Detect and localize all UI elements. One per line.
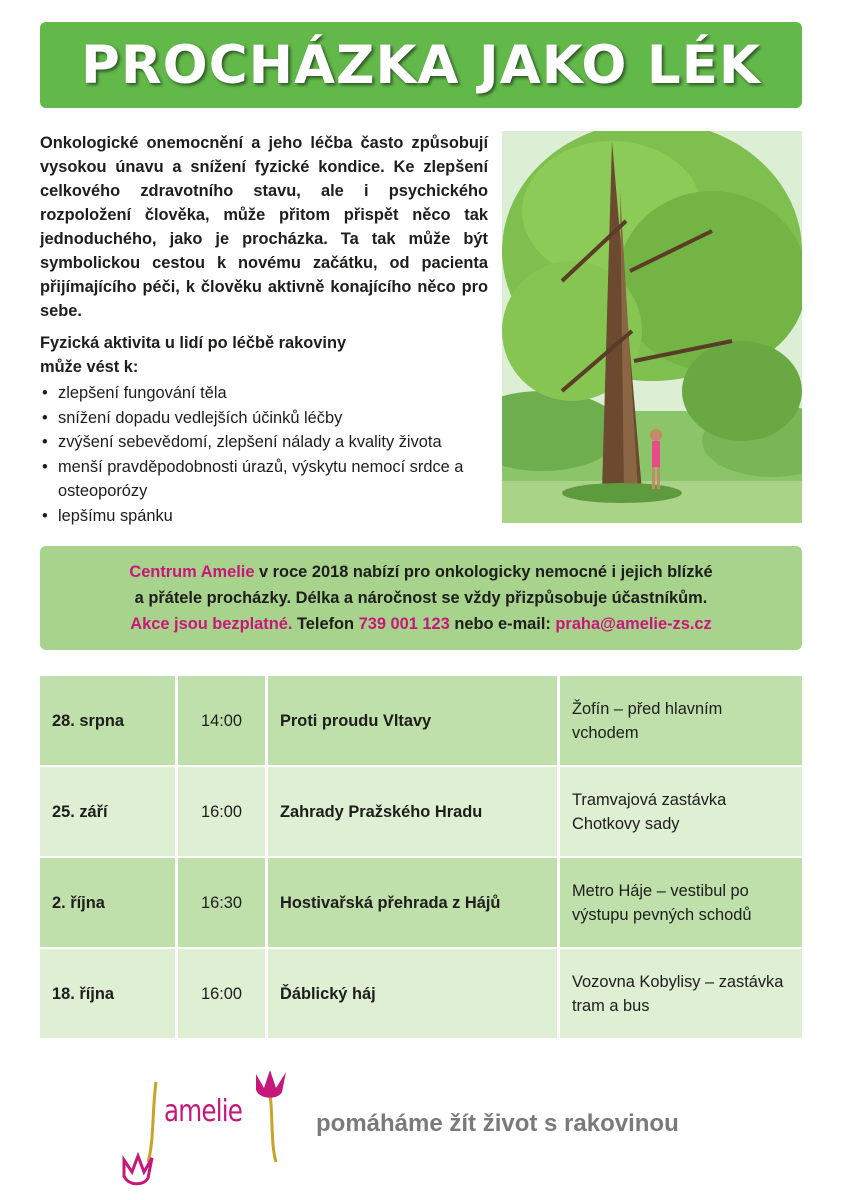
table-row bbox=[40, 949, 802, 1040]
event-time: 16:30 bbox=[178, 858, 268, 949]
info-line-1 bbox=[129, 559, 712, 585]
event-name: Ďáblický háj bbox=[268, 949, 560, 1040]
event-name: Zahrady Pražského Hradu bbox=[268, 767, 560, 858]
benefits-list bbox=[40, 381, 500, 528]
benefit-item: • snížení dopadu vedlejších účinků léčby bbox=[40, 406, 500, 431]
schedule-table bbox=[40, 676, 802, 1040]
event-time: 16:00 bbox=[178, 949, 268, 1040]
benefit-item: • zlepšení fungování těla bbox=[40, 381, 500, 406]
benefits-heading bbox=[40, 331, 488, 379]
phone-number[interactable]: 739 001 123 bbox=[358, 615, 450, 633]
event-name: Proti proudu Vltavy bbox=[268, 676, 560, 767]
event-date: 28. srpna bbox=[40, 676, 178, 767]
page-title: PROCHÁZKA JAKO LÉK bbox=[81, 34, 761, 96]
tagline: pomáháme žít život s rakovinou bbox=[316, 1110, 679, 1137]
benefit-item: • zvýšení sebevědomí, zlepšení nálady a kvality života bbox=[40, 430, 500, 455]
event-date: 25. září bbox=[40, 767, 178, 858]
org-name: Centrum Amelie bbox=[129, 563, 255, 581]
event-time: 14:00 bbox=[178, 676, 268, 767]
event-date: 18. října bbox=[40, 949, 178, 1040]
tree-illustration bbox=[502, 131, 802, 523]
info-box bbox=[40, 546, 802, 650]
info-line-2: a přátele procházky. Délka a náročnost se vždy přizpůsobuje účastníkům. bbox=[134, 589, 708, 607]
info-line-3 bbox=[130, 611, 711, 637]
benefits-heading-line2: může vést k: bbox=[40, 358, 139, 376]
tree-photo bbox=[502, 131, 802, 523]
table-row bbox=[40, 767, 802, 858]
event-place: Žofín – před hlavním vchodem bbox=[560, 676, 802, 767]
title-banner bbox=[40, 22, 802, 108]
benefits-heading-line1: Fyzická aktivita u lidí po léčbě rakoviny bbox=[40, 334, 347, 352]
event-place: Metro Háje – vestibul po výstupu pevných schodů bbox=[560, 858, 802, 949]
logo-text: amelie bbox=[164, 1094, 243, 1129]
table-row bbox=[40, 676, 802, 767]
email-link[interactable]: praha@amelie-zs.cz bbox=[555, 615, 712, 633]
email-label: nebo e-mail: bbox=[449, 615, 556, 633]
info-line-1-rest: v roce 2018 nabízí pro onkologicky nemocné i jejich blízké bbox=[254, 563, 713, 581]
event-name: Hostivařská přehrada z Hájů bbox=[268, 858, 560, 949]
benefit-item: • menší pravděpodobnosti úrazů, výskytu nemocí srdce a osteoporózy bbox=[40, 455, 500, 504]
phone-label: Telefon bbox=[292, 615, 359, 633]
benefit-item: • lepšímu spánku bbox=[40, 504, 500, 529]
intro-paragraph: Onkologické onemocnění a jeho léčba často způsobují vysokou únavu a snížení fyzické kondice. Ke zlepšení celkového zdravotního stavu, ale i psychického rozpoložení člověka, může přitom přispět něco tak jednoduchého, jako je procházka. Ta tak může být symbolickou cestou k novému začátku, od pacienta přijímajícího péči, k člověku aktivně konajícího něco pro sebe. bbox=[40, 134, 488, 320]
free-note: Akce jsou bezplatné. bbox=[130, 615, 293, 633]
event-time: 16:00 bbox=[178, 767, 268, 858]
table-row bbox=[40, 858, 802, 949]
event-place: Tramvajová zastávka Chotkovy sady bbox=[560, 767, 802, 858]
event-place: Vozovna Kobylisy – zastávka tram a bus bbox=[560, 949, 802, 1040]
event-date: 2. října bbox=[40, 858, 178, 949]
